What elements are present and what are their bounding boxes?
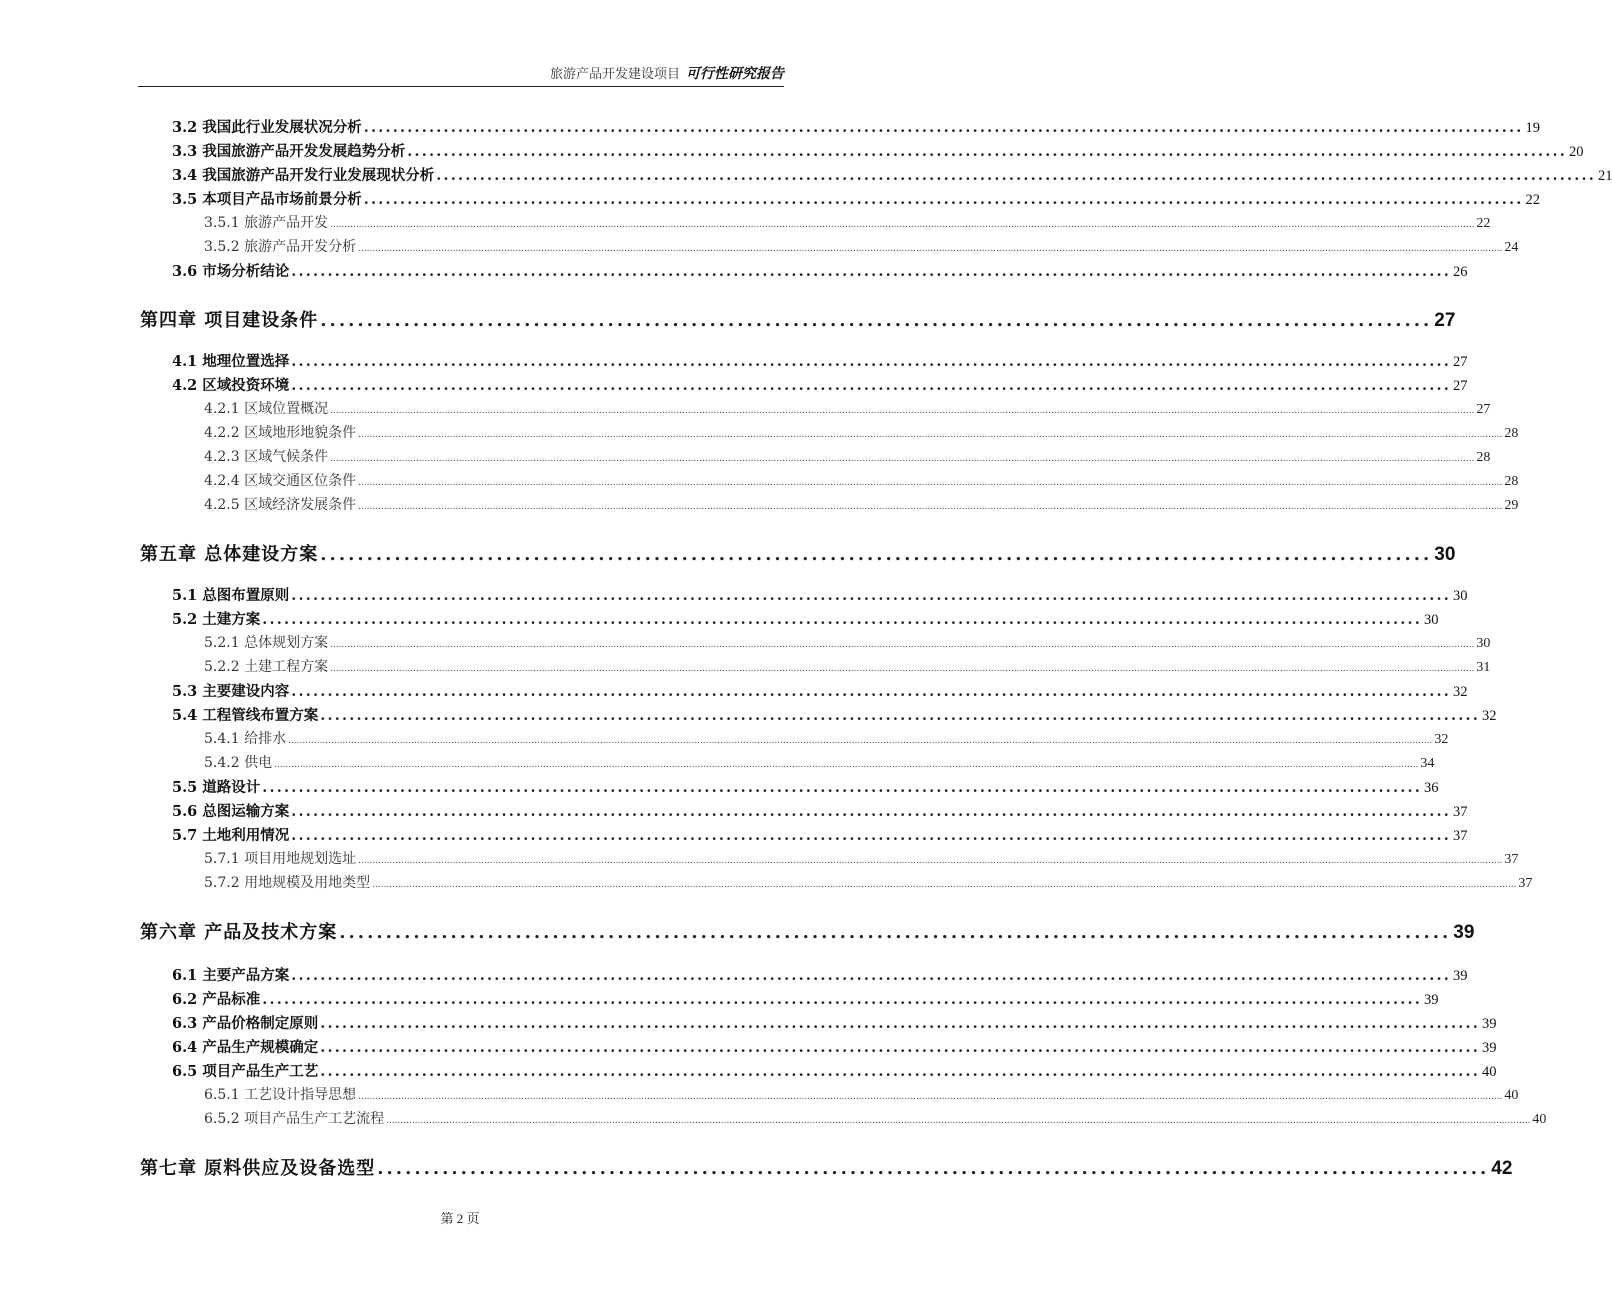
toc-entry-page-number: 40 <box>1532 1112 1547 1127</box>
toc-entry-page-number: 32 <box>1481 708 1497 724</box>
toc-dot-leader: ................................................................................................................................................................................................................................................................................................................................................................................................................ <box>358 478 1503 488</box>
toc-entry-title: 6.5.2 项目产品生产工艺流程 <box>204 1111 385 1127</box>
toc-entry-page-number: 32 <box>1452 684 1468 700</box>
toc-dot-leader: ................................................................................................................................................................................................................................................................................................................................................................................................................ <box>358 430 1503 440</box>
toc-subsection-entry[interactable] <box>204 1084 1519 1104</box>
toc-section-entry[interactable] <box>172 776 1439 797</box>
toc-entry-page-number: 32 <box>1434 732 1449 747</box>
toc-section-entry[interactable] <box>172 116 1540 137</box>
toc-section-entry[interactable] <box>172 608 1439 629</box>
toc-entry-title: 5.5 道路设计 <box>172 779 261 796</box>
toc-entry-title: 6.5.1 工艺设计指导思想 <box>204 1087 357 1103</box>
toc-entry-title: 5.4.1 给排水 <box>204 731 287 747</box>
toc-subsection-entry[interactable] <box>204 212 1491 232</box>
toc-section-entry[interactable] <box>172 188 1540 209</box>
toc-dot-leader: ................................................................................................................................................................ <box>291 263 1451 280</box>
toc-entry-page-number: 21 <box>1597 168 1612 184</box>
toc-entry-title: 4.2.5 区域经济发展条件 <box>204 497 357 513</box>
toc-dot-leader: ................................................................................................................................................................ <box>291 587 1451 604</box>
toc-section-entry[interactable] <box>172 988 1439 1009</box>
toc-subsection-entry[interactable] <box>204 752 1435 772</box>
toc-subsection-entry[interactable] <box>204 236 1519 256</box>
toc-entry-title: 4.2 区域投资环境 <box>172 377 290 394</box>
toc-entry-page-number: 24 <box>1504 240 1519 255</box>
toc-subsection-entry[interactable] <box>204 446 1491 466</box>
toc-entry-title: 3.5.2 旅游产品开发分析 <box>204 239 357 255</box>
toc-entry-page-number: 34 <box>1420 756 1435 771</box>
toc-section-entry[interactable] <box>172 140 1584 161</box>
toc-entry-page-number: 30 <box>1476 636 1491 651</box>
toc-entry-page-number: 39 <box>1481 1016 1497 1032</box>
toc-entry-page-number: 27 <box>1452 354 1468 370</box>
toc-entry-title: 第六章 产品及技术方案 <box>140 922 338 943</box>
toc-entry-page-number: 27 <box>1452 378 1468 394</box>
header-document-type: 可行性研究报告 <box>686 66 784 82</box>
toc-section-entry[interactable] <box>172 164 1612 185</box>
toc-dot-leader: ........................................................................................................................ <box>377 1158 1490 1179</box>
toc-dot-leader: ................................................................................................................................................................ <box>291 827 1451 844</box>
toc-dot-leader: ................................................................................................................................................................................................................................................................................................................................................................................................................ <box>358 244 1503 254</box>
toc-subsection-entry[interactable] <box>204 398 1491 418</box>
toc-section-entry[interactable] <box>172 584 1468 605</box>
toc-entry-title: 5.7 土地利用情况 <box>172 827 290 844</box>
toc-entry-page-number: 37 <box>1452 804 1468 820</box>
toc-entry-page-number: 27 <box>1434 310 1456 331</box>
toc-section-entry[interactable] <box>172 1060 1497 1081</box>
toc-entry-title: 6.4 产品生产规模确定 <box>172 1039 319 1056</box>
toc-section-entry[interactable] <box>172 374 1468 395</box>
toc-entry-page-number: 39 <box>1453 922 1475 943</box>
toc-entry-page-number: 28 <box>1476 450 1491 465</box>
toc-dot-leader: ................................................................................................................................................................................................................................................................................................................................................................................................................ <box>330 664 1475 674</box>
toc-dot-leader: ................................................................................................................................................................ <box>262 611 1422 628</box>
toc-entry-title: 6.5 项目产品生产工艺 <box>172 1063 319 1080</box>
toc-section-entry[interactable] <box>172 1012 1497 1033</box>
toc-section-entry[interactable] <box>172 964 1468 985</box>
toc-entry-title: 3.2 我国此行业发展状况分析 <box>172 119 362 136</box>
toc-dot-leader: ................................................................................................................................................................ <box>320 1015 1480 1032</box>
toc-dot-leader: ................................................................................................................................................................................................................................................................................................................................................................................................................ <box>330 406 1475 416</box>
toc-subsection-entry[interactable] <box>204 848 1519 868</box>
toc-dot-leader: ................................................................................................................................................................................................................................................................................................................................................................................................................ <box>330 454 1475 464</box>
toc-entry-page-number: 36 <box>1423 780 1439 796</box>
toc-entry-title: 6.1 主要产品方案 <box>172 967 290 984</box>
toc-entry-page-number: 30 <box>1423 612 1439 628</box>
toc-entry-title: 4.2.4 区域交通区位条件 <box>204 473 357 489</box>
toc-entry-page-number: 37 <box>1452 828 1468 844</box>
toc-entry-title: 5.2.2 土建工程方案 <box>204 659 329 675</box>
toc-entry-page-number: 19 <box>1525 120 1540 136</box>
toc-entry-title: 6.2 产品标准 <box>172 991 261 1008</box>
page-header <box>138 62 784 87</box>
toc-dot-leader: ................................................................................................................................................................................................................................................................................................................................................................................................................ <box>358 1092 1503 1102</box>
toc-entry-title: 3.5.1 旅游产品开发 <box>204 215 329 231</box>
toc-entry-page-number: 31 <box>1476 660 1491 675</box>
toc-subsection-entry[interactable] <box>204 656 1491 676</box>
toc-entry-title: 3.4 我国旅游产品开发行业发展现状分析 <box>172 167 435 184</box>
toc-dot-leader: ................................................................................................................................................................ <box>363 191 1524 208</box>
toc-entry-title: 6.3 产品价格制定原则 <box>172 1015 319 1032</box>
toc-section-entry[interactable] <box>172 800 1468 821</box>
toc-dot-leader: ................................................................................................................................................................ <box>262 779 1422 796</box>
toc-dot-leader: ................................................................................................................................................................................................................................................................................................................................................................................................................ <box>358 502 1503 512</box>
toc-entry-title: 5.4 工程管线布置方案 <box>172 707 319 724</box>
toc-entry-page-number: 27 <box>1476 402 1491 417</box>
toc-subsection-entry[interactable] <box>204 872 1533 892</box>
toc-dot-leader: ................................................................................................................................................................ <box>407 143 1567 160</box>
toc-dot-leader: ................................................................................................................................................................ <box>262 991 1422 1008</box>
toc-chapter-entry[interactable] <box>140 306 1456 332</box>
toc-entry-title: 第四章 项目建设条件 <box>140 310 319 331</box>
toc-chapter-entry[interactable] <box>140 918 1475 944</box>
toc-entry-page-number: 28 <box>1504 474 1519 489</box>
toc-section-entry[interactable] <box>172 704 1497 725</box>
toc-dot-leader: ................................................................................................................................................................................................................................................................................................................................................................................................................ <box>274 760 1419 770</box>
toc-subsection-entry[interactable] <box>204 1108 1547 1128</box>
toc-entry-page-number: 28 <box>1504 426 1519 441</box>
toc-entry-title: 3.5 本项目产品市场前景分析 <box>172 191 362 208</box>
toc-dot-leader: ................................................................................................................................................................................................................................................................................................................................................................................................................ <box>330 640 1475 650</box>
toc-subsection-entry[interactable] <box>204 632 1491 652</box>
toc-entry-title: 4.2.1 区域位置概况 <box>204 401 329 417</box>
toc-dot-leader: ................................................................................................................................................................................................................................................................................................................................................................................................................ <box>386 1116 1531 1126</box>
toc-dot-leader: ................................................................................................................................................................ <box>320 1063 1480 1080</box>
toc-entry-page-number: 29 <box>1504 498 1519 513</box>
toc-chapter-entry[interactable] <box>140 540 1456 566</box>
toc-entry-title: 4.2.2 区域地形地貌条件 <box>204 425 357 441</box>
toc-chapter-entry[interactable] <box>140 1154 1513 1180</box>
toc-dot-leader: ................................................................................................................................................................................................................................................................................................................................................................................................................ <box>288 736 1433 746</box>
toc-dot-leader: ................................................................................................................................................................................................................................................................................................................................................................................................................ <box>330 220 1475 230</box>
toc-entry-title: 3.6 市场分析结论 <box>172 263 290 280</box>
toc-subsection-entry[interactable] <box>204 470 1519 490</box>
toc-dot-leader: ................................................................................................................................................................ <box>291 803 1451 820</box>
toc-entry-title: 5.7.2 用地规模及用地类型 <box>204 875 371 891</box>
toc-subsection-entry[interactable] <box>204 728 1449 748</box>
toc-entry-page-number: 39 <box>1481 1040 1497 1056</box>
toc-entry-page-number: 37 <box>1504 852 1519 867</box>
toc-dot-leader: ................................................................................................................................................................ <box>320 707 1480 724</box>
toc-entry-page-number: 20 <box>1568 144 1584 160</box>
toc-entry-page-number: 22 <box>1525 192 1540 208</box>
toc-dot-leader: ................................................................................................................................................................ <box>363 119 1524 136</box>
toc-entry-title: 4.1 地理位置选择 <box>172 353 290 370</box>
toc-entry-title: 5.3 主要建设内容 <box>172 683 290 700</box>
toc-entry-title: 5.6 总图运输方案 <box>172 803 290 820</box>
toc-entry-title: 5.4.2 供电 <box>204 755 273 771</box>
toc-entry-title: 5.7.1 项目用地规划选址 <box>204 851 357 867</box>
toc-entry-title: 3.3 我国旅游产品开发发展趋势分析 <box>172 143 406 160</box>
toc-entry-page-number: 30 <box>1434 544 1456 565</box>
toc-entry-page-number: 40 <box>1481 1064 1497 1080</box>
toc-entry-page-number: 42 <box>1491 1158 1513 1179</box>
toc-dot-leader: ................................................................................................................................................................................................................................................................................................................................................................................................................ <box>358 856 1503 866</box>
toc-dot-leader: ................................................................................................................................................................ <box>291 967 1451 984</box>
toc-entry-page-number: 40 <box>1504 1088 1519 1103</box>
toc-entry-page-number: 39 <box>1423 992 1439 1008</box>
toc-section-entry[interactable] <box>172 350 1468 371</box>
toc-entry-title: 5.1 总图布置原则 <box>172 587 290 604</box>
toc-entry-title: 5.2 土建方案 <box>172 611 261 628</box>
toc-section-entry[interactable] <box>172 680 1468 701</box>
page-number: 第 2 页 <box>440 1211 480 1226</box>
toc-entry-page-number: 30 <box>1452 588 1468 604</box>
toc-dot-leader: ................................................................................................................................................................ <box>291 683 1451 700</box>
toc-subsection-entry[interactable] <box>204 494 1519 514</box>
toc-dot-leader: ................................................................................................................................................................ <box>291 377 1451 394</box>
toc-dot-leader: ................................................................................................................................................................ <box>320 1039 1480 1056</box>
toc-subsection-entry[interactable] <box>204 422 1519 442</box>
toc-entry-title: 第七章 原料供应及设备选型 <box>140 1158 376 1179</box>
toc-entry-title: 第五章 总体建设方案 <box>140 544 319 565</box>
toc-dot-leader: ................................................................................................................................................................ <box>291 353 1451 370</box>
toc-entry-title: 5.2.1 总体规划方案 <box>204 635 329 651</box>
header-project-title: 旅游产品开发建设项目 <box>549 67 680 82</box>
toc-section-entry[interactable] <box>172 1036 1497 1057</box>
toc-entry-title: 4.2.3 区域气候条件 <box>204 449 329 465</box>
toc-entry-page-number: 39 <box>1452 968 1468 984</box>
toc-entry-page-number: 22 <box>1476 216 1491 231</box>
toc-section-entry[interactable] <box>172 824 1468 845</box>
toc-dot-leader: ................................................................................................................................................................................................................................................................................................................................................................................................................ <box>372 880 1517 890</box>
toc-entry-page-number: 37 <box>1518 876 1533 891</box>
toc-dot-leader: ........................................................................................................................ <box>339 922 1452 943</box>
toc-dot-leader: ................................................................................................................................................................ <box>436 167 1596 184</box>
toc-dot-leader: ........................................................................................................................ <box>320 310 1433 331</box>
toc-entry-page-number: 26 <box>1452 264 1468 280</box>
toc-section-entry[interactable] <box>172 260 1468 281</box>
toc-dot-leader: ........................................................................................................................ <box>320 544 1433 565</box>
